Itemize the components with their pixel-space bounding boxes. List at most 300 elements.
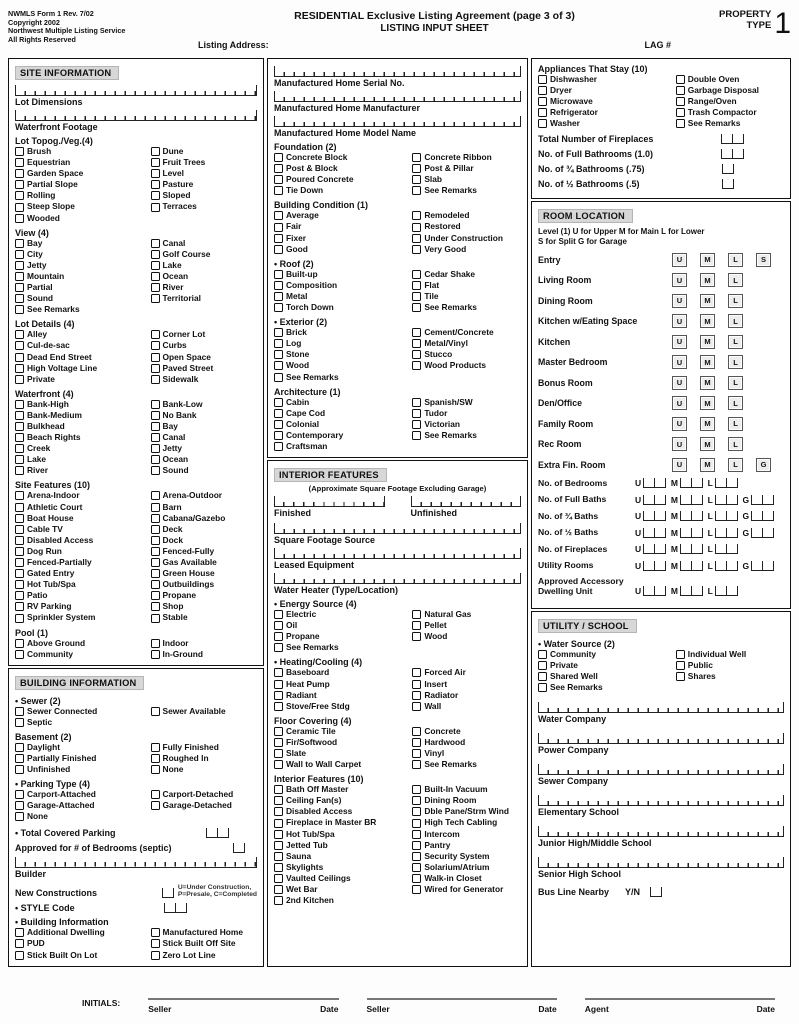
checkbox[interactable] — [151, 743, 160, 752]
checkbox[interactable] — [151, 353, 160, 362]
checkbox[interactable] — [151, 536, 160, 545]
checkbox[interactable] — [538, 119, 547, 128]
checkbox[interactable] — [412, 303, 421, 312]
new-constructions-input[interactable] — [162, 888, 174, 898]
checkbox[interactable] — [15, 341, 24, 350]
checkbox[interactable] — [274, 153, 283, 162]
checkbox[interactable] — [274, 668, 283, 677]
checkbox[interactable] — [151, 180, 160, 189]
digit-cell[interactable] — [654, 528, 666, 538]
digit-cell[interactable] — [726, 561, 738, 571]
digit-cell[interactable] — [654, 561, 666, 571]
level-box-m[interactable]: M — [700, 437, 715, 451]
checkbox[interactable] — [151, 503, 160, 512]
checkbox[interactable] — [274, 785, 283, 794]
count-input-m[interactable] — [680, 561, 703, 571]
checkbox[interactable] — [676, 650, 685, 659]
level-box-u[interactable]: U — [672, 376, 687, 390]
checkbox[interactable] — [274, 409, 283, 418]
checkbox[interactable] — [274, 830, 283, 839]
checkbox[interactable] — [274, 164, 283, 173]
level-box-u[interactable]: U — [672, 396, 687, 410]
mh-serial-input[interactable] — [274, 66, 521, 77]
checkbox[interactable] — [151, 765, 160, 774]
checkbox[interactable] — [274, 885, 283, 894]
digit-cell[interactable] — [726, 544, 738, 554]
level-box-l[interactable]: L — [728, 253, 743, 267]
checkbox[interactable] — [412, 350, 421, 359]
digit-cell[interactable] — [691, 544, 703, 554]
builder-input[interactable] — [15, 857, 257, 868]
checkbox[interactable] — [412, 409, 421, 418]
level-box-l[interactable]: L — [728, 355, 743, 369]
checkbox[interactable] — [15, 294, 24, 303]
count-input-l[interactable] — [715, 544, 738, 554]
checkbox[interactable] — [15, 305, 24, 314]
checkbox[interactable] — [15, 491, 24, 500]
checkbox[interactable] — [274, 223, 283, 232]
checkbox[interactable] — [151, 514, 160, 523]
checkbox[interactable] — [412, 668, 421, 677]
digit-cell[interactable] — [726, 528, 738, 538]
finished-sqft-input[interactable] — [274, 496, 385, 507]
digit-cell[interactable] — [726, 586, 738, 596]
checkbox[interactable] — [151, 591, 160, 600]
checkbox[interactable] — [15, 180, 24, 189]
checkbox[interactable] — [151, 158, 160, 167]
checkbox[interactable] — [274, 303, 283, 312]
mh-manufacturer-input[interactable] — [274, 91, 521, 102]
checkbox[interactable] — [412, 270, 421, 279]
checkbox[interactable] — [151, 400, 160, 409]
level-box-u[interactable]: U — [672, 273, 687, 287]
checkbox[interactable] — [412, 863, 421, 872]
count-input-u[interactable] — [643, 511, 666, 521]
checkbox[interactable] — [15, 754, 24, 763]
level-box-l[interactable]: L — [728, 437, 743, 451]
checkbox[interactable] — [15, 569, 24, 578]
digit-cell[interactable] — [654, 544, 666, 554]
checkbox[interactable] — [274, 270, 283, 279]
checkbox[interactable] — [15, 602, 24, 611]
checkbox[interactable] — [676, 119, 685, 128]
digit-cell[interactable] — [762, 495, 774, 505]
full-bathrooms-input[interactable] — [721, 149, 744, 159]
fireplaces-input[interactable] — [721, 134, 744, 144]
checkbox[interactable] — [412, 164, 421, 173]
checkbox[interactable] — [15, 169, 24, 178]
checkbox[interactable] — [274, 863, 283, 872]
checkbox[interactable] — [151, 455, 160, 464]
checkbox[interactable] — [412, 211, 421, 220]
bus-line-input[interactable] — [650, 887, 662, 897]
checkbox[interactable] — [15, 951, 24, 960]
count-input-u[interactable] — [643, 478, 666, 488]
level-box-l[interactable]: L — [728, 376, 743, 390]
checkbox[interactable] — [274, 874, 283, 883]
checkbox[interactable] — [412, 281, 421, 290]
checkbox[interactable] — [151, 580, 160, 589]
checkbox[interactable] — [412, 852, 421, 861]
checkbox[interactable] — [15, 214, 24, 223]
checkbox[interactable] — [151, 147, 160, 156]
checkbox[interactable] — [274, 610, 283, 619]
checkbox[interactable] — [15, 928, 24, 937]
checkbox[interactable] — [151, 614, 160, 623]
checkbox[interactable] — [412, 175, 421, 184]
checkbox[interactable] — [412, 245, 421, 254]
count-input-l[interactable] — [715, 528, 738, 538]
checkbox[interactable] — [412, 621, 421, 630]
checkbox[interactable] — [15, 466, 24, 475]
checkbox[interactable] — [274, 292, 283, 301]
checkbox[interactable] — [412, 223, 421, 232]
three-quarter-bathrooms-input[interactable] — [722, 164, 734, 174]
checkbox[interactable] — [15, 812, 24, 821]
digit-cell[interactable] — [217, 828, 229, 838]
checkbox[interactable] — [274, 175, 283, 184]
junior-high-middle-school-input[interactable] — [538, 826, 784, 837]
checkbox[interactable] — [15, 591, 24, 600]
checkbox[interactable] — [151, 169, 160, 178]
checkbox[interactable] — [676, 97, 685, 106]
checkbox[interactable] — [412, 738, 421, 747]
checkbox[interactable] — [676, 86, 685, 95]
digit-cell[interactable] — [650, 887, 662, 897]
checkbox[interactable] — [151, 341, 160, 350]
checkbox[interactable] — [274, 632, 283, 641]
count-input-m[interactable] — [680, 511, 703, 521]
water-company-input[interactable] — [538, 702, 784, 713]
checkbox[interactable] — [151, 411, 160, 420]
checkbox[interactable] — [412, 807, 421, 816]
digit-cell[interactable] — [691, 511, 703, 521]
checkbox[interactable] — [412, 186, 421, 195]
checkbox[interactable] — [15, 547, 24, 556]
total-covered-parking-input[interactable] — [206, 828, 229, 838]
level-box-u[interactable]: U — [672, 355, 687, 369]
checkbox[interactable] — [151, 283, 160, 292]
count-input-m[interactable] — [680, 586, 703, 596]
digit-cell[interactable] — [762, 511, 774, 521]
checkbox[interactable] — [412, 727, 421, 736]
checkbox[interactable] — [412, 691, 421, 700]
checkbox[interactable] — [15, 191, 24, 200]
count-input-u[interactable] — [643, 544, 666, 554]
count-input-m[interactable] — [680, 528, 703, 538]
level-box-m[interactable]: M — [700, 273, 715, 287]
checkbox[interactable] — [538, 86, 547, 95]
half-bathrooms-input[interactable] — [722, 179, 734, 189]
count-input-u[interactable] — [643, 561, 666, 571]
power-company-input[interactable] — [538, 733, 784, 744]
count-input-u[interactable] — [643, 495, 666, 505]
checkbox[interactable] — [274, 339, 283, 348]
level-box-l[interactable]: L — [728, 458, 743, 472]
checkbox[interactable] — [274, 852, 283, 861]
digit-cell[interactable] — [732, 149, 744, 159]
senior-high-school-input[interactable] — [538, 857, 784, 868]
checkbox[interactable] — [15, 411, 24, 420]
level-box-m[interactable]: M — [700, 335, 715, 349]
checkbox[interactable] — [412, 292, 421, 301]
lot-dimensions-input[interactable] — [15, 85, 257, 96]
checkbox[interactable] — [274, 373, 283, 382]
checkbox[interactable] — [412, 874, 421, 883]
checkbox[interactable] — [15, 536, 24, 545]
checkbox[interactable] — [151, 928, 160, 937]
level-box-m[interactable]: M — [700, 294, 715, 308]
checkbox[interactable] — [15, 614, 24, 623]
checkbox[interactable] — [538, 683, 547, 692]
checkbox[interactable] — [538, 661, 547, 670]
checkbox[interactable] — [15, 514, 24, 523]
sewer-company-input[interactable] — [538, 764, 784, 775]
checkbox[interactable] — [151, 375, 160, 384]
checkbox[interactable] — [151, 444, 160, 453]
checkbox[interactable] — [274, 841, 283, 850]
level-box-m[interactable]: M — [700, 314, 715, 328]
count-input-u[interactable] — [643, 528, 666, 538]
level-box-s[interactable]: S — [756, 253, 771, 267]
checkbox[interactable] — [15, 203, 24, 212]
checkbox[interactable] — [151, 547, 160, 556]
level-box-l[interactable]: L — [728, 314, 743, 328]
count-input-m[interactable] — [680, 478, 703, 488]
checkbox[interactable] — [274, 807, 283, 816]
checkbox[interactable] — [15, 801, 24, 810]
digit-cell[interactable] — [691, 495, 703, 505]
level-box-u[interactable]: U — [672, 294, 687, 308]
checkbox[interactable] — [151, 250, 160, 259]
digit-cell[interactable] — [654, 478, 666, 488]
checkbox[interactable] — [412, 785, 421, 794]
checkbox[interactable] — [151, 491, 160, 500]
checkbox[interactable] — [151, 569, 160, 578]
checkbox[interactable] — [274, 211, 283, 220]
digit-cell[interactable] — [654, 511, 666, 521]
checkbox[interactable] — [151, 422, 160, 431]
checkbox[interactable] — [15, 558, 24, 567]
count-input-g[interactable] — [751, 495, 774, 505]
approved-bedrooms-input[interactable] — [233, 843, 245, 853]
checkbox[interactable] — [538, 672, 547, 681]
checkbox[interactable] — [274, 643, 283, 652]
style-code-input[interactable] — [164, 903, 187, 913]
checkbox[interactable] — [274, 328, 283, 337]
checkbox[interactable] — [676, 108, 685, 117]
checkbox[interactable] — [151, 364, 160, 373]
checkbox[interactable] — [676, 661, 685, 670]
checkbox[interactable] — [412, 841, 421, 850]
checkbox[interactable] — [15, 580, 24, 589]
checkbox[interactable] — [274, 281, 283, 290]
checkbox[interactable] — [538, 97, 547, 106]
checkbox[interactable] — [412, 760, 421, 769]
level-box-l[interactable]: L — [728, 294, 743, 308]
checkbox[interactable] — [151, 525, 160, 534]
checkbox[interactable] — [274, 896, 283, 905]
digit-cell[interactable] — [762, 528, 774, 538]
checkbox[interactable] — [151, 558, 160, 567]
checkbox[interactable] — [151, 801, 160, 810]
checkbox[interactable] — [274, 431, 283, 440]
count-input-l[interactable] — [715, 495, 738, 505]
checkbox[interactable] — [274, 760, 283, 769]
checkbox[interactable] — [15, 283, 24, 292]
checkbox[interactable] — [15, 650, 24, 659]
checkbox[interactable] — [412, 680, 421, 689]
checkbox[interactable] — [15, 353, 24, 362]
checkbox[interactable] — [15, 433, 24, 442]
elementary-school-input[interactable] — [538, 795, 784, 806]
checkbox[interactable] — [538, 108, 547, 117]
checkbox[interactable] — [15, 525, 24, 534]
checkbox[interactable] — [412, 749, 421, 758]
level-box-m[interactable]: M — [700, 376, 715, 390]
checkbox[interactable] — [412, 830, 421, 839]
checkbox[interactable] — [151, 707, 160, 716]
checkbox[interactable] — [676, 672, 685, 681]
count-input-l[interactable] — [715, 561, 738, 571]
checkbox[interactable] — [412, 328, 421, 337]
checkbox[interactable] — [15, 444, 24, 453]
checkbox[interactable] — [15, 939, 24, 948]
level-box-u[interactable]: U — [672, 335, 687, 349]
checkbox[interactable] — [412, 885, 421, 894]
checkbox[interactable] — [676, 75, 685, 84]
count-input-l[interactable] — [715, 511, 738, 521]
level-box-u[interactable]: U — [672, 253, 687, 267]
checkbox[interactable] — [412, 398, 421, 407]
digit-cell[interactable] — [762, 561, 774, 571]
digit-cell[interactable] — [691, 586, 703, 596]
count-input-g[interactable] — [751, 511, 774, 521]
seller-signature-line[interactable] — [148, 998, 338, 1002]
digit-cell[interactable] — [691, 561, 703, 571]
digit-cell[interactable] — [726, 511, 738, 521]
checkbox[interactable] — [151, 466, 160, 475]
level-box-l[interactable]: L — [728, 396, 743, 410]
checkbox[interactable] — [274, 621, 283, 630]
checkbox[interactable] — [151, 790, 160, 799]
count-input-g[interactable] — [751, 561, 774, 571]
level-box-l[interactable]: L — [728, 273, 743, 287]
count-input-u[interactable] — [643, 586, 666, 596]
checkbox[interactable] — [151, 754, 160, 763]
agent-signature-line[interactable] — [585, 998, 775, 1002]
checkbox[interactable] — [15, 239, 24, 248]
checkbox[interactable] — [274, 702, 283, 711]
checkbox[interactable] — [15, 765, 24, 774]
digit-cell[interactable] — [691, 528, 703, 538]
level-box-l[interactable]: L — [728, 335, 743, 349]
checkbox[interactable] — [15, 330, 24, 339]
checkbox[interactable] — [412, 819, 421, 828]
checkbox[interactable] — [15, 422, 24, 431]
checkbox[interactable] — [15, 400, 24, 409]
count-input-g[interactable] — [751, 528, 774, 538]
count-input-l[interactable] — [715, 586, 738, 596]
checkbox[interactable] — [538, 650, 547, 659]
checkbox[interactable] — [151, 650, 160, 659]
checkbox[interactable] — [412, 632, 421, 641]
checkbox[interactable] — [151, 261, 160, 270]
checkbox[interactable] — [274, 361, 283, 370]
level-box-u[interactable]: U — [672, 417, 687, 431]
digit-cell[interactable] — [732, 134, 744, 144]
digit-cell[interactable] — [654, 586, 666, 596]
checkbox[interactable] — [412, 153, 421, 162]
checkbox[interactable] — [151, 602, 160, 611]
checkbox[interactable] — [151, 951, 160, 960]
checkbox[interactable] — [15, 790, 24, 799]
digit-cell[interactable] — [233, 843, 245, 853]
checkbox[interactable] — [15, 639, 24, 648]
checkbox[interactable] — [15, 707, 24, 716]
checkbox[interactable] — [412, 420, 421, 429]
count-input-m[interactable] — [680, 495, 703, 505]
checkbox[interactable] — [151, 939, 160, 948]
checkbox[interactable] — [15, 147, 24, 156]
checkbox[interactable] — [274, 442, 283, 451]
sqft-source-input[interactable] — [274, 523, 521, 534]
level-box-m[interactable]: M — [700, 396, 715, 410]
checkbox[interactable] — [412, 610, 421, 619]
checkbox[interactable] — [151, 203, 160, 212]
checkbox[interactable] — [15, 718, 24, 727]
checkbox[interactable] — [274, 245, 283, 254]
checkbox[interactable] — [15, 272, 24, 281]
count-input-m[interactable] — [680, 544, 703, 554]
checkbox[interactable] — [412, 702, 421, 711]
level-box-u[interactable]: U — [672, 458, 687, 472]
level-box-m[interactable]: M — [700, 458, 715, 472]
unfinished-sqft-input[interactable] — [411, 496, 522, 507]
checkbox[interactable] — [412, 431, 421, 440]
leased-equipment-input[interactable] — [274, 548, 521, 559]
checkbox[interactable] — [538, 75, 547, 84]
checkbox[interactable] — [274, 691, 283, 700]
checkbox[interactable] — [151, 239, 160, 248]
digit-cell[interactable] — [726, 478, 738, 488]
checkbox[interactable] — [274, 738, 283, 747]
checkbox[interactable] — [15, 375, 24, 384]
water-heater-input[interactable] — [274, 573, 521, 584]
checkbox[interactable] — [274, 398, 283, 407]
checkbox[interactable] — [15, 250, 24, 259]
checkbox[interactable] — [412, 796, 421, 805]
digit-cell[interactable] — [175, 903, 187, 913]
checkbox[interactable] — [151, 330, 160, 339]
checkbox[interactable] — [15, 261, 24, 270]
digit-cell[interactable] — [162, 888, 174, 898]
digit-cell[interactable] — [722, 179, 734, 189]
checkbox[interactable] — [274, 796, 283, 805]
checkbox[interactable] — [274, 749, 283, 758]
mh-model-input[interactable] — [274, 116, 521, 127]
checkbox[interactable] — [274, 680, 283, 689]
checkbox[interactable] — [274, 420, 283, 429]
checkbox[interactable] — [151, 294, 160, 303]
level-box-u[interactable]: U — [672, 437, 687, 451]
seller-signature-line[interactable] — [367, 998, 557, 1002]
digit-cell[interactable] — [691, 478, 703, 488]
checkbox[interactable] — [274, 819, 283, 828]
level-box-m[interactable]: M — [700, 253, 715, 267]
checkbox[interactable] — [274, 727, 283, 736]
checkbox[interactable] — [15, 158, 24, 167]
